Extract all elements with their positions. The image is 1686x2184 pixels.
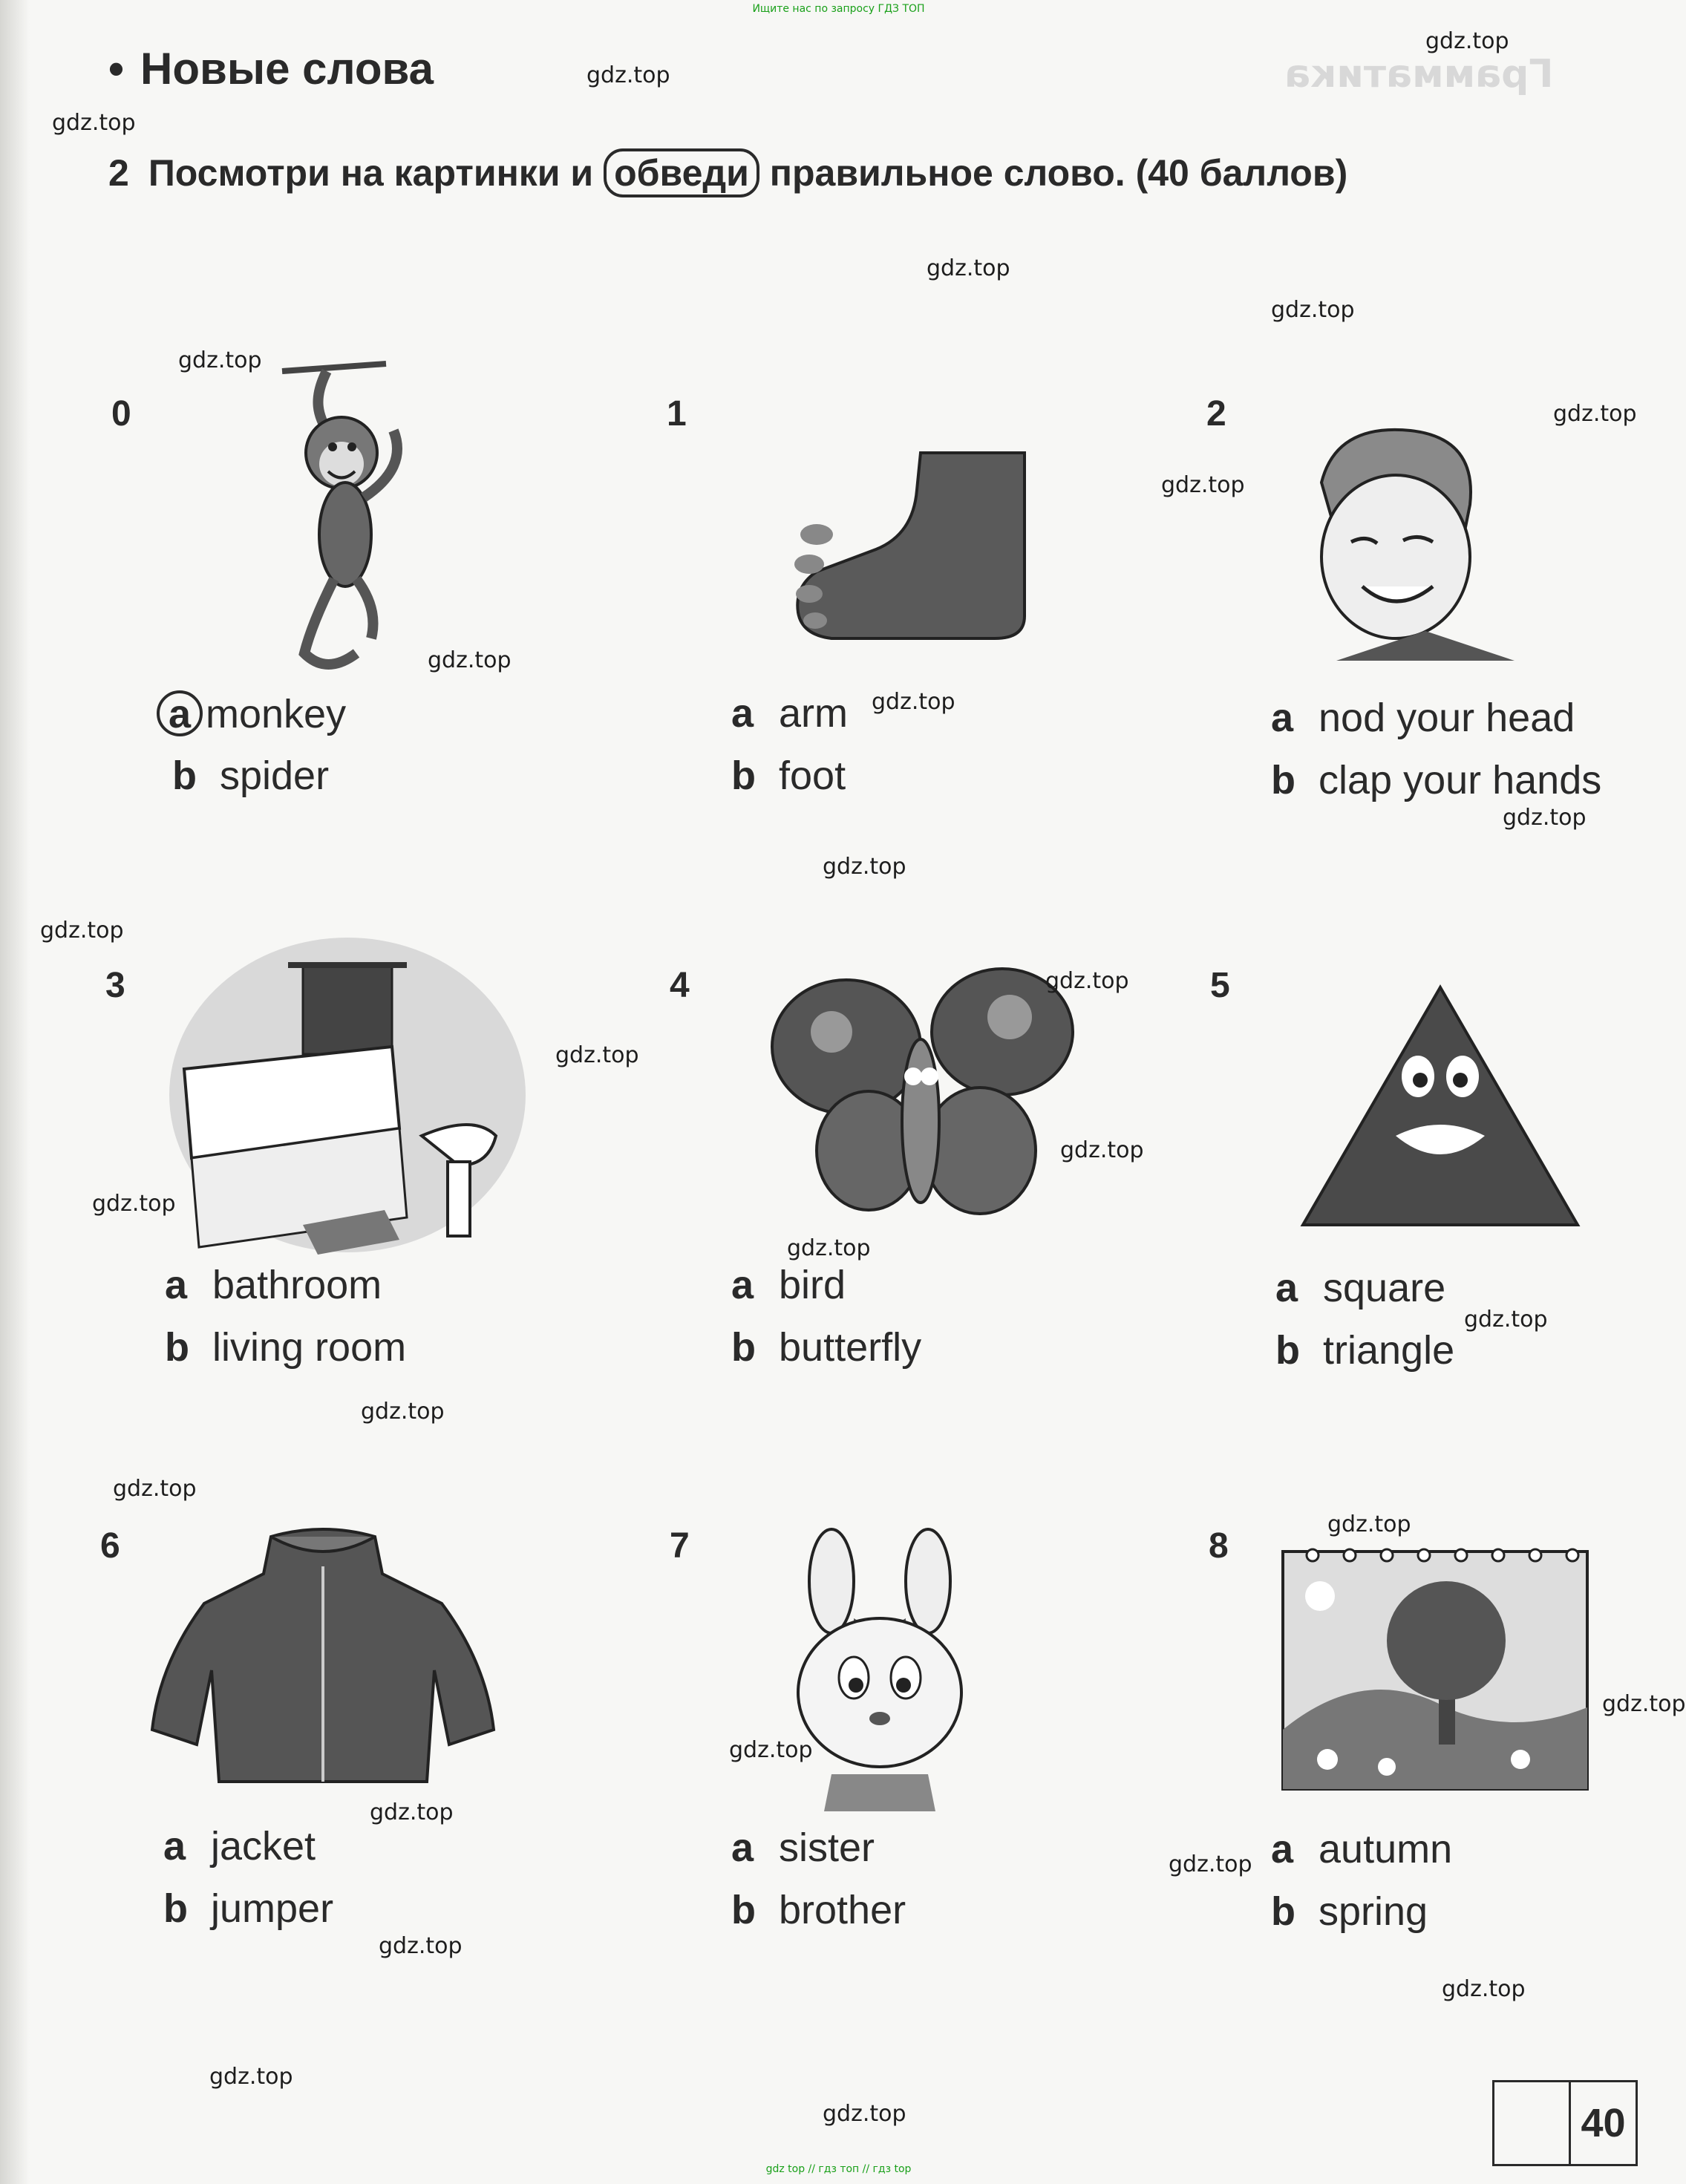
option-letter: b — [731, 1325, 756, 1370]
watermark: gdz.top — [370, 1799, 454, 1825]
bleed-through-text: Грамматика — [1284, 52, 1554, 97]
item-number: 6 — [100, 1526, 120, 1566]
watermark: gdz.top — [1503, 805, 1587, 831]
watermark: gdz.top — [1553, 401, 1637, 427]
top-banner[interactable]: Ищите нас по запросу ГДЗ ТОП — [752, 3, 925, 15]
watermark: gdz.top — [787, 1235, 871, 1261]
option-letter: a — [165, 1263, 188, 1307]
option-b[interactable] — [1271, 757, 1601, 803]
option-letter: b — [1271, 758, 1295, 802]
option-letter: b — [163, 1886, 188, 1931]
item-number: 7 — [670, 1526, 690, 1566]
option-letter: a — [1271, 696, 1294, 740]
option-a[interactable] — [731, 1262, 846, 1308]
bunny-girl-icon — [742, 1529, 1010, 1811]
triangle-icon — [1299, 980, 1581, 1232]
option-a[interactable] — [731, 690, 848, 736]
watermark: gdz.top — [1425, 28, 1509, 54]
option-a-word: bird — [779, 1263, 846, 1307]
option-b[interactable] — [165, 1324, 406, 1370]
option-a-word: square — [1323, 1266, 1446, 1310]
task-text-before: Посмотри на картинки и — [148, 152, 594, 194]
option-letter: b — [1275, 1328, 1300, 1373]
option-b[interactable] — [1271, 1889, 1428, 1935]
item-number: 0 — [111, 394, 131, 434]
boxed-word: обведи — [604, 148, 759, 197]
score-blank-cell — [1494, 2082, 1571, 2164]
option-b-word: brother — [779, 1888, 906, 1932]
option-a[interactable] — [165, 1262, 382, 1308]
item-number: 5 — [1210, 966, 1230, 1005]
bottom-banner[interactable]: gdz top // гдз топ // гдз top — [765, 2163, 912, 2175]
watermark: gdz.top — [1060, 1137, 1144, 1163]
watermark: gdz.top — [1271, 297, 1355, 323]
option-b-word: clap your hands — [1319, 758, 1602, 802]
watermark: gdz.top — [1602, 1691, 1686, 1717]
option-a-word: jacket — [211, 1824, 316, 1869]
score-value: 40 — [1581, 2101, 1626, 2145]
page-shadow — [0, 0, 30, 2184]
monkey-icon — [282, 356, 431, 676]
option-a-word: monkey — [206, 692, 347, 736]
butterfly-icon — [765, 965, 1076, 1240]
option-letter: b — [165, 1325, 189, 1370]
option-b[interactable] — [172, 753, 329, 799]
option-a[interactable] — [1271, 1826, 1452, 1872]
option-a[interactable] — [731, 1825, 875, 1871]
watermark: gdz.top — [428, 647, 512, 673]
option-b[interactable] — [163, 1886, 333, 1932]
watermark: gdz.top — [1161, 472, 1245, 498]
answer-circle: a — [157, 690, 203, 736]
watermark: gdz.top — [1327, 1511, 1411, 1537]
option-a-word: sister — [779, 1825, 875, 1870]
watermark: gdz.top — [178, 347, 262, 373]
option-letter: b — [172, 753, 197, 798]
task-text-after: правильное слово. (40 баллов) — [769, 152, 1348, 194]
watermark: gdz.top — [1045, 968, 1129, 994]
option-letter: a — [731, 1825, 754, 1870]
watermark: gdz.top — [40, 918, 124, 944]
section-heading — [108, 43, 434, 94]
option-letter: b — [1271, 1889, 1295, 1934]
option-b-word: spring — [1319, 1889, 1428, 1934]
watermark: gdz.top — [1464, 1307, 1548, 1333]
option-b[interactable] — [731, 1324, 921, 1370]
watermark: gdz.top — [113, 1476, 197, 1502]
option-letter: a — [1275, 1266, 1298, 1310]
item-number: 3 — [105, 966, 125, 1005]
option-letter: a — [731, 691, 754, 736]
option-letter: a — [163, 1824, 186, 1869]
option-b-word: triangle — [1323, 1328, 1455, 1373]
task-number: 2 — [108, 152, 129, 194]
option-letter: a — [1271, 1827, 1294, 1871]
option-a-word: bathroom — [212, 1263, 382, 1307]
option-a[interactable] — [1275, 1265, 1445, 1311]
jacket-icon — [145, 1522, 501, 1789]
watermark: gdz.top — [927, 255, 1010, 281]
watermark: gdz.top — [1442, 1976, 1526, 2002]
section-title: Новые слова — [140, 44, 434, 94]
option-b[interactable] — [731, 1887, 906, 1933]
watermark: gdz.top — [379, 1933, 463, 1959]
option-a[interactable] — [163, 1823, 316, 1869]
boy-nodding-icon — [1292, 416, 1515, 661]
watermark: gdz.top — [823, 854, 906, 880]
option-b[interactable] — [731, 753, 846, 799]
option-letter: a — [731, 1263, 754, 1307]
item-number: 1 — [667, 394, 687, 434]
option-b[interactable] — [1275, 1327, 1454, 1373]
watermark: gdz.top — [52, 110, 136, 136]
foot-icon — [787, 445, 1032, 646]
watermark: gdz.top — [823, 2101, 906, 2127]
score-box — [1492, 2080, 1638, 2166]
watermark: gdz.top — [872, 689, 955, 715]
watermark: gdz.top — [361, 1399, 445, 1425]
option-a-word: nod your head — [1319, 696, 1575, 740]
watermark: gdz.top — [729, 1737, 813, 1763]
option-b-word: foot — [779, 753, 846, 798]
bullet: • — [108, 44, 125, 94]
option-a[interactable] — [167, 690, 346, 737]
item-number: 8 — [1209, 1526, 1229, 1566]
watermark: gdz.top — [1169, 1851, 1252, 1877]
task-instruction — [108, 148, 1347, 197]
option-b-word: butterfly — [779, 1325, 922, 1370]
option-a-word: autumn — [1319, 1827, 1453, 1871]
option-letter: b — [731, 753, 756, 798]
calendar-spring-icon — [1275, 1544, 1602, 1796]
option-letter: b — [731, 1888, 756, 1932]
option-b-word: living room — [212, 1325, 407, 1370]
watermark: gdz.top — [92, 1191, 176, 1217]
option-a[interactable] — [1271, 695, 1575, 741]
watermark: gdz.top — [209, 2064, 293, 2090]
option-b-word: jumper — [211, 1886, 334, 1931]
option-a-word: arm — [779, 691, 848, 736]
option-b-word: spider — [220, 753, 330, 798]
item-number: 2 — [1206, 394, 1226, 434]
bathroom-icon — [169, 935, 526, 1255]
watermark: gdz.top — [555, 1042, 639, 1068]
item-number: 4 — [670, 966, 690, 1005]
watermark: gdz.top — [586, 62, 670, 88]
